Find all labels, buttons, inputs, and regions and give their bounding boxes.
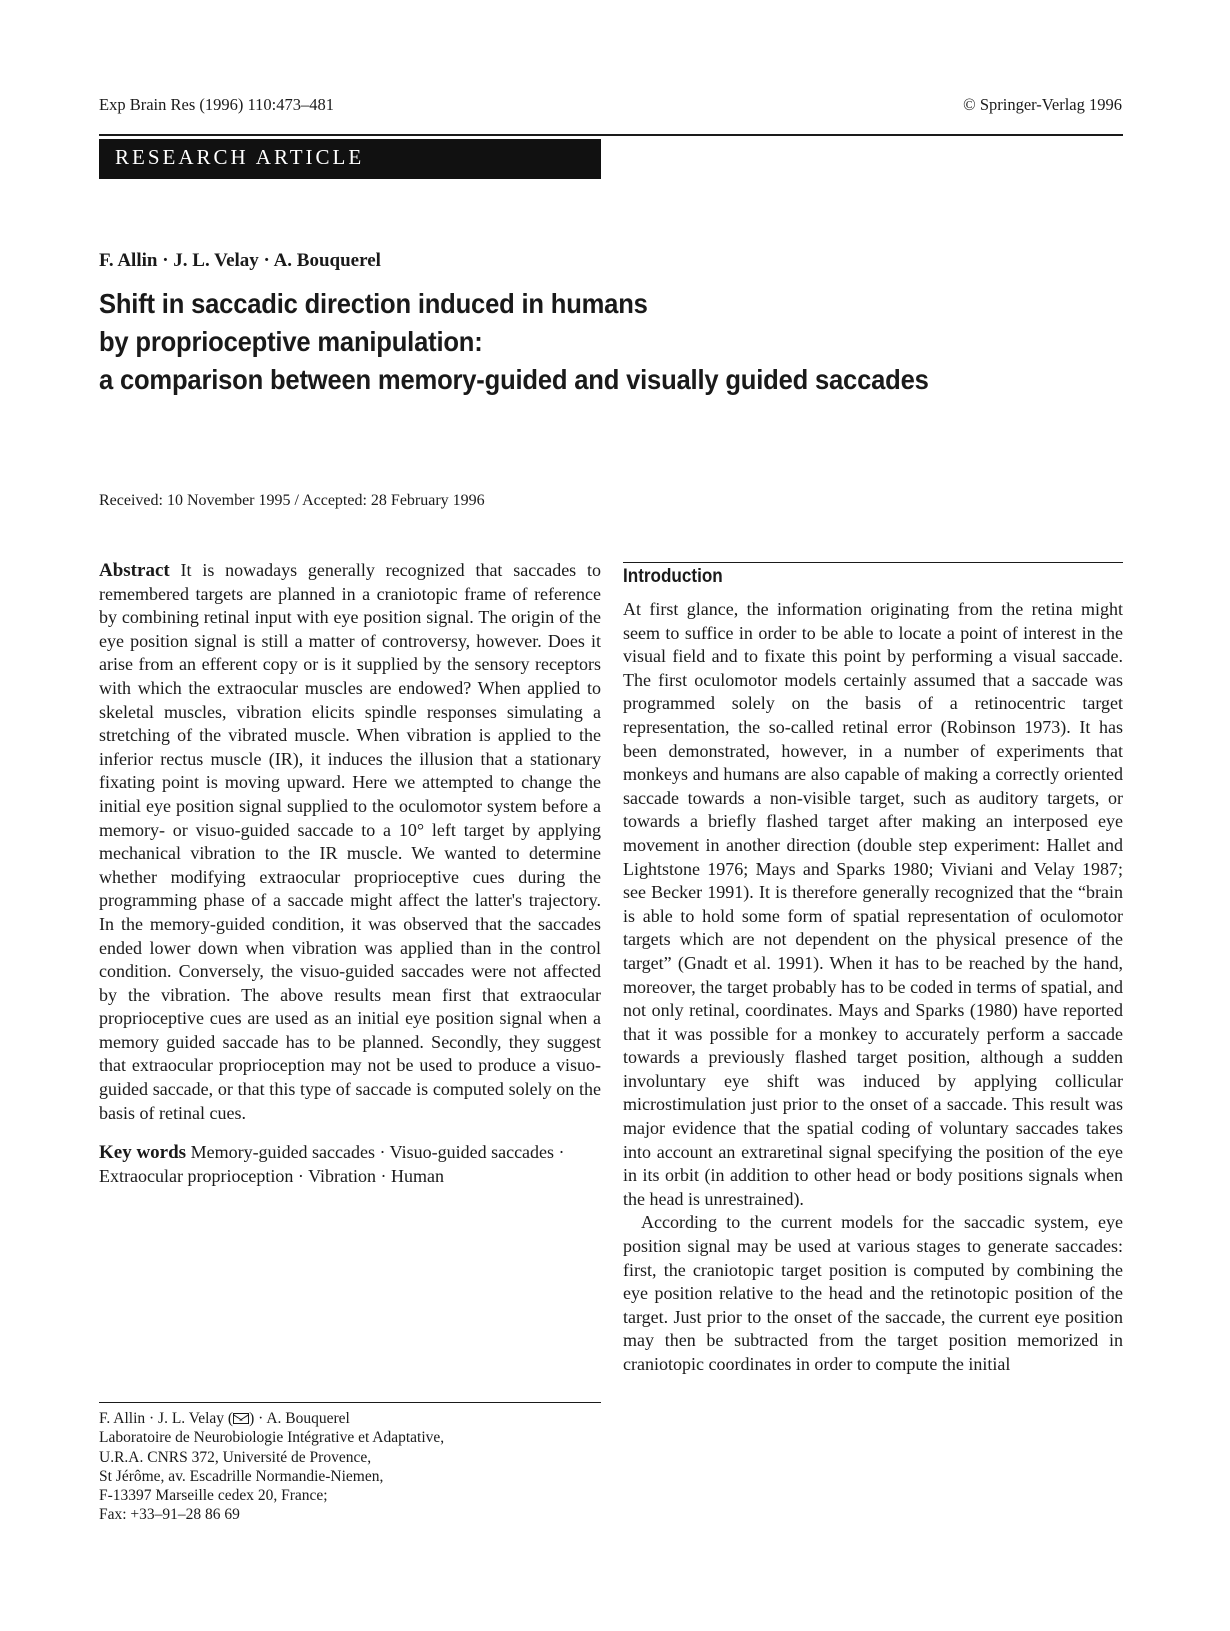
title-line: a comparison between memory-guided and visually guided saccades — [99, 364, 929, 395]
journal-citation: Exp Brain Res (1996) 110:473–481 — [99, 95, 334, 114]
introduction-paragraph: According to the current models for the saccadic system, eye position signal may be used at various stages to generate saccades: first, the craniotopic target position is computed by combining the eye position relative to the head and the retinotopic position of the target. Just prior to the onset of the saccade, the current eye position may then be subtracted from the target position memorized in craniotopic coordinates in order to compute the initial — [623, 1212, 1123, 1374]
affiliation-line: St Jérôme, av. Escadrille Normandie-Niemen, — [99, 1467, 384, 1485]
article-type-label: RESEARCH ARTICLE — [115, 145, 365, 169]
article-title — [99, 285, 1048, 399]
affiliation-line: Laboratoire de Neurobiologie Intégrative et Adaptative, — [99, 1429, 445, 1447]
introduction-rule — [623, 562, 1123, 563]
affiliation-authors — [99, 1409, 601, 1428]
publisher-copyright: © Springer-Verlag 1996 — [963, 95, 1122, 114]
affiliation-authors-part: ) · A. Bouquerel — [249, 1410, 350, 1427]
introduction-heading: Introduction — [623, 566, 723, 587]
abstract — [99, 559, 601, 1125]
affiliation-rule — [99, 1402, 601, 1403]
affiliation-line: F-13397 Marseille cedex 20, France; — [99, 1487, 328, 1505]
keywords-label: Key words — [99, 1142, 187, 1164]
affiliation-block — [99, 1409, 601, 1525]
affiliation-line: Fax: +33–91–28 86 69 — [99, 1506, 240, 1524]
introduction-column — [623, 598, 1123, 1377]
title-line: Shift in saccadic direction induced in humans — [99, 288, 648, 319]
abstract-label: Abstract — [99, 560, 170, 581]
abstract-text: It is nowadays generally recognized that saccades to remembered targets are planned in a craniotopic frame of reference by combining retinal input with eye position signal. The origin of the eye position signal is still a matter of controversy, however. Does it arise from an efferent copy or is it supplied by the sensory receptors with which the extraocular muscles are endowed? When applied to skeletal muscles, vibration elicits spindle responses simulating a stretching of the vibrated muscle. When vibration is applied to the inferior rectus muscle (IR), it induces the illusion that a stationary fixating point is moving upward. Here we attempted to change the initial eye position signal supplied to the oculomotor system before a memory- or visuo-guided saccade to a 10° left target by applying mechanical vibration to the IR muscle. We wanted to determine whether modifying extraocular proprioceptive cues during the programming phase of a saccade might affect the latter's trajectory. In the memory-guided condition, it was observed that the saccades ended lower down when vibration was applied than in the control condition. Conversely, the visuo-guided saccades were not affected by the vibration. The above results mean first that extraocular proprioceptive cues are used as an initial eye position signal when a memory guided saccade has to be planned. Secondly, they suggest that extraocular proprioception may not be used to produce a visuo-guided saccade, or that this type of saccade is computed solely on the basis of retinal cues. — [99, 560, 601, 1123]
keywords — [99, 1141, 601, 1188]
article-type-banner — [99, 139, 601, 179]
author-list: F. Allin · J. L. Velay · A. Bouquerel — [99, 250, 381, 271]
header-rule — [99, 134, 1123, 136]
title-line: by proprioceptive manipulation: — [99, 326, 483, 357]
envelope-icon — [233, 1413, 249, 1424]
keywords-text: Memory-guided saccades · Visuo-guided saccades · Extraocular proprioception · Vibration · Human — [99, 1142, 565, 1186]
introduction-paragraph: At first glance, the information originating from the retina might seem to suffice in order to be able to locate a point of interest in the visual field and to fixate this point by performing a visual saccade. The first oculomotor models certainly assumed that a saccade was programmed solely on the basis of a retinocentric target representation, the so-called retinal error (Robinson 1973). It has been demonstrated, however, in a number of experiments that monkeys and humans are also capable of making a correctly oriented saccade towards a non-visible target, such as auditory targets, or towards a briefly flashed target after making an interposed eye movement in another direction (double step experiment: Hallet and Lightstone 1976; Mays and Sparks 1980; Viviani and Velay 1987; see Becker 1991). It is therefore generally recognized that the “brain is able to hold some form of spatial representation of oculomotor targets which are not dependent on the physical presence of the target” (Gnadt et al. 1991). When it has to be reached by the hand, moreover, the target probably has to be coded in terms of spatial, and not only retinal, coordinates. Mays and Sparks (1980) have reported that it was possible for a monkey to accurately perform a saccade towards a previously flashed target position, although a sudden involuntary eye shift was induced by applying collicular microstimulation just prior to the onset of a saccade. This result was major evidence that the spatial coding of voluntary saccades takes into account an extraretinal signal specifying the position of the eye in its orbit (in addition to other head or body positions signals when the head is unrestrained). — [623, 599, 1123, 1209]
affiliation-line: U.R.A. CNRS 372, Université de Provence, — [99, 1448, 372, 1466]
received-accepted-dates: Received: 10 November 1995 / Accepted: 28 February 1996 — [99, 492, 485, 509]
abstract-column — [99, 559, 601, 1188]
affiliation-authors-part: F. Allin · J. L. Velay ( — [99, 1410, 234, 1427]
